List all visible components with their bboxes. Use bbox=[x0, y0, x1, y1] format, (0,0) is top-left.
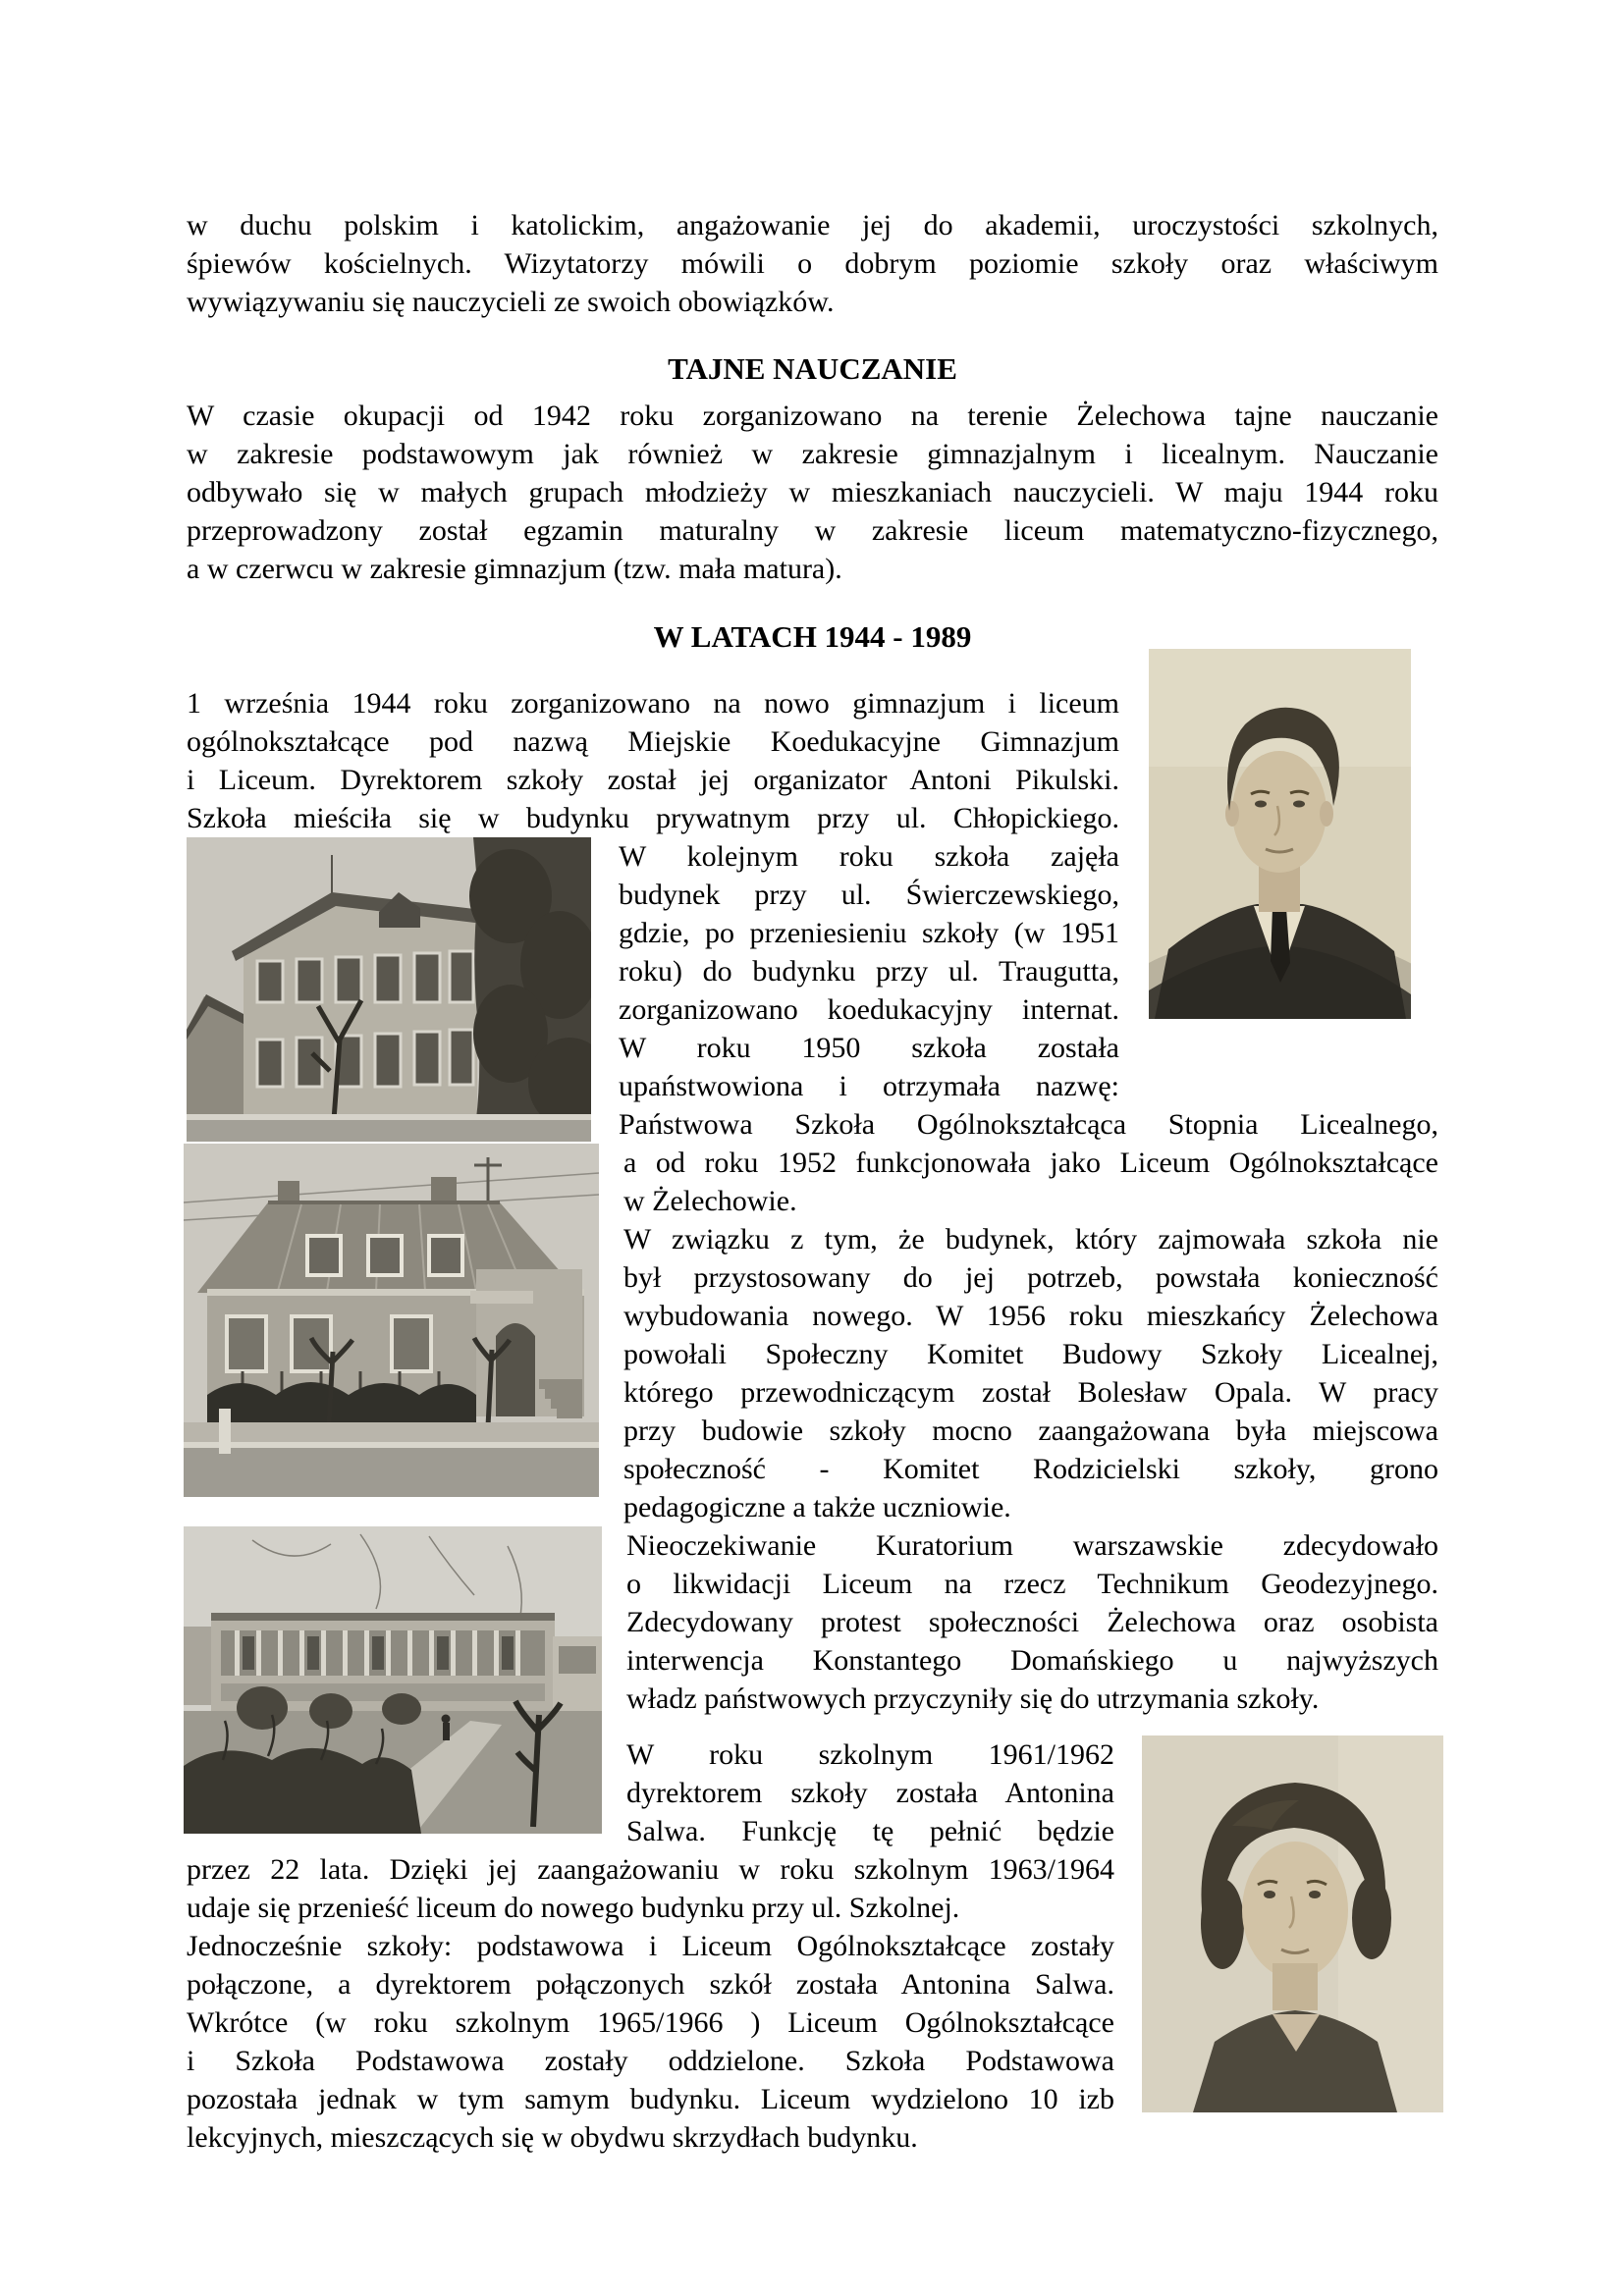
photo-new-school-building bbox=[184, 1526, 602, 1834]
text-line: Salwa. Funkcję tę pełnić będzie bbox=[626, 1815, 1114, 1847]
text-line: roku) do budynku przy ul. Traugutta, bbox=[619, 955, 1119, 988]
text-line: w zakresie podstawowym jak również w zakresie gimnazjalnym i licealnym. Nauczanie bbox=[187, 438, 1438, 470]
text-line: Zdecydowany protest społeczności Żelechowa oraz osobista bbox=[626, 1606, 1438, 1638]
text-line: W roku szkolnym 1961/1962 bbox=[626, 1738, 1114, 1771]
text-line: ogólnokształcące pod nazwą Miejskie Koedukacyjne Gimnazjum bbox=[187, 725, 1119, 758]
text-line: powołali Społeczny Komitet Budowy Szkoły Licealnej, bbox=[623, 1338, 1438, 1370]
building-mansard-illustration bbox=[184, 1144, 599, 1497]
text-line: i Szkoła Podstawowa zostały oddzielone. Szkoła Podstawowa bbox=[187, 2045, 1114, 2077]
text-line: 1 września 1944 roku zorganizowano na nowo gimnazjum i liceum bbox=[187, 687, 1119, 720]
text-line: upaństwowiona i otrzymała nazwę: bbox=[619, 1070, 1119, 1102]
text-line: W związku z tym, że budynek, który zajmowała szkoła nie bbox=[623, 1223, 1438, 1255]
section-w-latach bbox=[187, 684, 1438, 2157]
text-line: był przystosowany do jej potrzeb, powstała konieczność bbox=[623, 1261, 1438, 1294]
text-line: zorganizowano koedukacyjny internat. bbox=[619, 993, 1119, 1026]
text-line: połączone, a dyrektorem połączonych szkół została Antonina Salwa. bbox=[187, 1968, 1114, 2001]
text-line: którego przewodniczącym został Bolesław Opala. W pracy bbox=[623, 1376, 1438, 1409]
text-line: budynek przy ul. Świerczewskiego, bbox=[619, 879, 1119, 911]
text-line: pedagogiczne a także uczniowie. bbox=[623, 1491, 1011, 1523]
text-line: udaje się przenieść liceum do nowego budynku przy ul. Szkolnej. bbox=[187, 1892, 960, 1924]
text-line: władz państwowych przyczyniły się do utrzymania szkoły. bbox=[626, 1682, 1320, 1715]
text-line: wywiązywaniu się nauczycieli ze swoich obowiązków. bbox=[187, 286, 835, 318]
text-line: W kolejnym roku szkoła zajęła bbox=[619, 840, 1119, 873]
text-line: Szkoła mieściła się w budynku prywatnym przy ul. Chłopickiego. bbox=[187, 802, 1119, 834]
text-line: i Liceum. Dyrektorem szkoły został jej organizator Antoni Pikulski. bbox=[187, 764, 1119, 796]
text-line: pozostała jednak w tym samym budynku. Liceum wydzielono 10 izb bbox=[187, 2083, 1114, 2115]
text-line: Nieoczekiwanie Kuratorium warszawskie zdecydowało bbox=[626, 1529, 1438, 1562]
paragraph-intro bbox=[187, 206, 1438, 321]
portrait-woman-illustration bbox=[1142, 1735, 1443, 2112]
photo-mansard-roof-building bbox=[184, 1144, 599, 1497]
text-line: w Żelechowie. bbox=[623, 1185, 797, 1217]
text-line: W czasie okupacji od 1942 roku zorganizowano na terenie Żelechowa tajne nauczanie bbox=[187, 400, 1438, 432]
text-line: przeprowadzony został egzamin maturalny w zakresie liceum matematyczno-fizycznego, bbox=[187, 514, 1438, 547]
photo-antonina-salwa-portrait bbox=[1142, 1735, 1443, 2112]
photo-antoni-pikulski-portrait bbox=[1149, 649, 1411, 1019]
text-line: odbywało się w małych grupach młodzieży w mieszkaniach nauczycieli. W maju 1944 roku bbox=[187, 476, 1438, 508]
text-line: społeczność - Komitet Rodzicielski szkoły, grono bbox=[623, 1453, 1438, 1485]
text-line: a w czerwcu w zakresie gimnazjum (tzw. mała matura). bbox=[187, 553, 842, 585]
text-line: lekcyjnych, mieszczących się w obydwu skrzydłach budynku. bbox=[187, 2121, 918, 2154]
text-line: a od roku 1952 funkcjonowała jako Liceum Ogólnokształcące bbox=[623, 1147, 1438, 1179]
building-new-illustration bbox=[184, 1526, 602, 1834]
heading-w-latach-1944-1989: W LATACH 1944 - 1989 bbox=[653, 619, 972, 654]
text-line: w duchu polskim i katolickim, angażowanie jej do akademii, uroczystości szkolnych, bbox=[187, 209, 1438, 241]
paragraph-tajne-nauczanie bbox=[187, 397, 1438, 588]
text-line: dyrektorem szkoły została Antonina bbox=[626, 1777, 1114, 1809]
text-line: przez 22 lata. Dzięki jej zaangażowaniu w roku szkolnym 1963/1964 bbox=[187, 1853, 1114, 1886]
photo-old-school-building bbox=[187, 837, 591, 1142]
portrait-man-illustration bbox=[1149, 649, 1411, 1019]
text-line: śpiewów kościelnych. Wizytatorzy mówili o dobrym poziomie szkoły oraz właściwym bbox=[187, 247, 1438, 280]
text-line: o likwidacji Liceum na rzecz Technikum Geodezyjnego. bbox=[626, 1568, 1438, 1600]
heading-tajne-nauczanie: TAJNE NAUCZANIE bbox=[668, 351, 957, 386]
text-line: przy budowie szkoły mocno zaangażowana była miejscowa bbox=[623, 1415, 1438, 1447]
building-old-illustration bbox=[187, 837, 591, 1142]
text-line: interwencja Konstantego Domańskiego u najwyższych bbox=[626, 1644, 1438, 1677]
text-line: W roku 1950 szkoła została bbox=[619, 1032, 1119, 1064]
text-line: Jednocześnie szkoły: podstawowa i Liceum Ogólnokształcące zostały bbox=[187, 1930, 1114, 1962]
text-line: wybudowania nowego. W 1956 roku mieszkańcy Żelechowa bbox=[623, 1300, 1438, 1332]
text-line: Wkrótce (w roku szkolnym 1965/1966 ) Liceum Ogólnokształcące bbox=[187, 2006, 1114, 2039]
text-line: gdzie, po przeniesieniu szkoły (w 1951 bbox=[619, 917, 1119, 949]
text-line: Państwowa Szkoła Ogólnokształcąca Stopnia Licealnego, bbox=[619, 1108, 1438, 1141]
